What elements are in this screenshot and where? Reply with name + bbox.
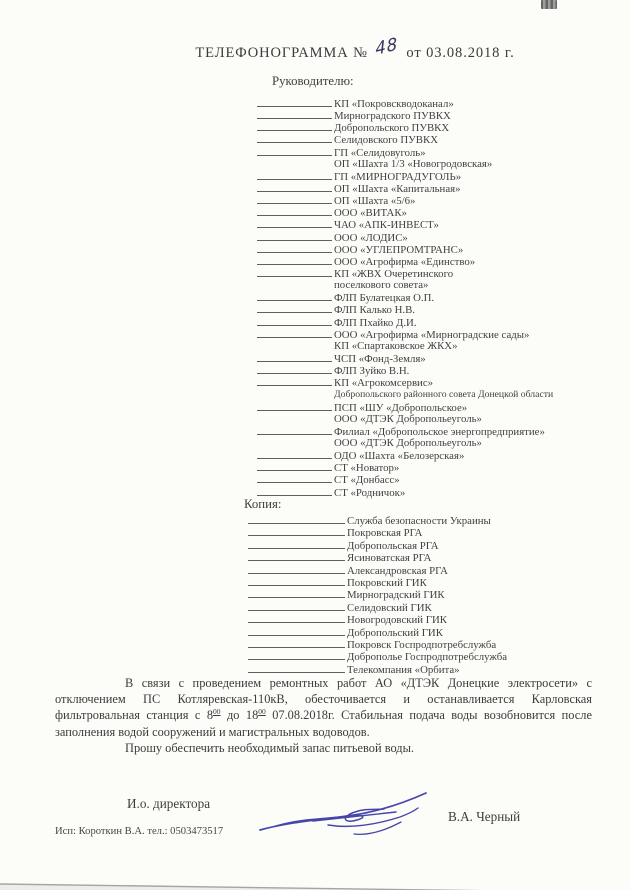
scan-page-edge bbox=[0, 878, 630, 890]
copy-recipient-name: Покровская РГА bbox=[347, 527, 423, 540]
copy-row bbox=[248, 649, 508, 664]
blank-underscore-line bbox=[257, 424, 332, 435]
recipient-name: ООО «УГЛЕПРОМТРАНС» bbox=[334, 243, 464, 256]
recipient-name: КП «Агрокомсервис» bbox=[334, 377, 434, 390]
blank-underscore-line bbox=[257, 278, 332, 288]
blank-underscore-line bbox=[248, 525, 345, 536]
scanner-artifact-mark bbox=[541, 0, 557, 9]
copy-row bbox=[248, 625, 507, 637]
blank-underscore-line bbox=[248, 662, 345, 673]
body-paragraph-1 bbox=[55, 675, 592, 740]
recipient-name: Селидовского ПУВКХ bbox=[334, 134, 439, 147]
copy-recipient-name: Доброполье Госпродпотребслужба bbox=[347, 651, 508, 664]
recipient-row bbox=[257, 230, 553, 242]
recipient-name: Филиал «Добропольское энергопредприятие» bbox=[334, 425, 545, 438]
blank-underscore-line bbox=[257, 412, 332, 422]
recipient-row bbox=[257, 448, 553, 463]
blank-underscore-line bbox=[257, 132, 332, 143]
signatory-name: В.А. Черный bbox=[448, 809, 521, 824]
recipient-row bbox=[257, 290, 553, 305]
blank-underscore-line bbox=[257, 169, 332, 180]
recipient-name: ООО «ДТЭК Добропольеуголь» bbox=[334, 436, 482, 449]
copy-row bbox=[248, 538, 507, 550]
copy-row bbox=[248, 550, 507, 565]
blank-underscore-line bbox=[257, 351, 332, 362]
title-suffix: от 03.08.2018 г. bbox=[406, 45, 515, 61]
recipient-name: КП «Покровскводоканал» bbox=[334, 98, 454, 110]
superscript-time: 00 bbox=[258, 707, 266, 717]
document-title bbox=[80, 34, 630, 62]
blank-underscore-line bbox=[257, 193, 332, 204]
copy-row bbox=[248, 662, 507, 674]
recipient-row bbox=[257, 327, 553, 339]
recipient-name: ЧСП «Фонд-Земля» bbox=[334, 352, 426, 365]
blank-underscore-line bbox=[257, 327, 332, 338]
title-prefix: ТЕЛЕФОНОГРАММА № bbox=[195, 45, 368, 61]
recipient-row bbox=[257, 205, 553, 220]
blank-underscore-line bbox=[257, 145, 332, 156]
copy-recipient-name: Служба безопасности Украины bbox=[347, 515, 491, 527]
signatory-position: И.о. директора bbox=[127, 796, 211, 811]
recipient-name: ГП «МИРНОГРАДУГОЛЬ» bbox=[334, 170, 462, 183]
blank-underscore-line bbox=[257, 120, 332, 131]
recipient-row bbox=[257, 157, 553, 169]
copy-row bbox=[248, 637, 507, 649]
recipient-row bbox=[257, 278, 553, 290]
blank-underscore-line bbox=[257, 205, 332, 216]
recipient-row bbox=[257, 108, 553, 123]
recipient-name: Добропольского районного совета Донецкой области bbox=[334, 389, 554, 401]
blank-underscore-line bbox=[257, 339, 332, 349]
copy-row bbox=[248, 563, 507, 575]
executor-line: Исп: Короткин В.А. тел.: 0503473517 bbox=[55, 826, 224, 837]
recipient-row bbox=[257, 254, 553, 266]
blank-underscore-line bbox=[248, 625, 345, 636]
blank-underscore-line bbox=[257, 290, 332, 301]
recipient-name: ФЛП Зуйко В.Н. bbox=[334, 365, 410, 378]
signature-scribble-icon bbox=[258, 790, 443, 840]
recipient-row bbox=[257, 132, 553, 147]
recipient-row bbox=[257, 387, 553, 399]
body-paragraph-2: Прошу обеспечить необходимый запас питьевой воды. bbox=[125, 740, 415, 755]
recipient-row bbox=[257, 181, 553, 193]
blank-underscore-line bbox=[257, 254, 332, 265]
blank-underscore-line bbox=[257, 363, 332, 374]
recipient-row bbox=[257, 120, 553, 135]
blank-underscore-line bbox=[248, 649, 345, 660]
recipient-row bbox=[257, 242, 553, 254]
recipient-row bbox=[257, 363, 553, 378]
recipient-row bbox=[257, 412, 553, 424]
recipient-row bbox=[257, 315, 553, 327]
recipient-name: ООО «ЛОДИС» bbox=[334, 231, 408, 244]
recipient-row bbox=[257, 375, 553, 390]
copy-recipient-name: Телекомпания «Орбита» bbox=[347, 663, 460, 676]
blank-underscore-line bbox=[248, 575, 345, 586]
recipient-name: ЧАО «АПК-ИНВЕСТ» bbox=[334, 219, 439, 232]
blank-underscore-line bbox=[248, 600, 345, 611]
recipient-name: ОДО «Шахта «Белозерская» bbox=[334, 450, 465, 463]
recipient-name: Мирноградского ПУВКХ bbox=[334, 110, 451, 123]
body-text-segment: В связи с проведением ремонтных работ АО «ДТЭК Донецкие электросети» с отключением ПС Котляревская-110кВ, обесточивается и останавливается Карловская фильтровальная станция с 8 bbox=[55, 676, 592, 723]
recipient-name: СТ «Родничок» bbox=[334, 486, 406, 499]
copy-recipient-name: Добропольский ГИК bbox=[347, 626, 443, 639]
blank-underscore-line bbox=[257, 315, 332, 326]
superscript-time: 00 bbox=[213, 707, 221, 717]
body-text-segment: 07.08.2018г. Стабильная подача воды возобновится после заполнения водой сооружений и магистральных водоводов. bbox=[55, 708, 592, 739]
recipient-row bbox=[257, 485, 553, 497]
recipient-name: КП «Спартаковское ЖКХ» bbox=[334, 339, 458, 352]
copy-recipient-name: Покровск Госпродпотребслужба bbox=[347, 638, 497, 651]
copy-row bbox=[248, 575, 507, 587]
copy-row bbox=[248, 513, 507, 525]
handwritten-number: 48 bbox=[375, 34, 400, 60]
blank-underscore-line bbox=[248, 612, 345, 623]
blank-underscore-line bbox=[248, 513, 345, 524]
copy-recipient-name: Ясиноватская РГА bbox=[347, 552, 432, 565]
blank-underscore-line bbox=[248, 538, 345, 549]
recipient-row bbox=[257, 193, 553, 208]
recipients-list bbox=[257, 96, 553, 497]
recipient-name: СТ «Новатор» bbox=[334, 462, 400, 475]
recipient-name: ФЛП Булатецкая О.П. bbox=[334, 292, 435, 305]
blank-underscore-line bbox=[257, 387, 332, 397]
recipient-row bbox=[257, 400, 553, 412]
copy-row bbox=[248, 600, 507, 612]
copy-recipient-name: Александровская РГА bbox=[347, 564, 448, 577]
blank-underscore-line bbox=[257, 302, 332, 313]
copy-recipient-name: Добропольская РГА bbox=[347, 539, 439, 552]
recipient-name: ФЛП Пхайко Д.И. bbox=[334, 316, 417, 329]
copy-row bbox=[248, 612, 507, 627]
blank-underscore-line bbox=[248, 637, 345, 648]
blank-underscore-line bbox=[257, 96, 332, 107]
recipient-name: ООО «ВИТАК» bbox=[334, 207, 407, 220]
copy-row bbox=[248, 525, 507, 540]
blank-underscore-line bbox=[257, 400, 332, 411]
blank-underscore-line bbox=[257, 436, 332, 446]
recipient-label: Руководителю: bbox=[272, 74, 354, 88]
recipient-row bbox=[257, 266, 553, 278]
blank-underscore-line bbox=[248, 563, 345, 574]
blank-underscore-line bbox=[257, 485, 332, 496]
copy-recipient-name: Мирноградский ГИК bbox=[347, 589, 445, 602]
blank-underscore-line bbox=[257, 242, 332, 253]
blank-underscore-line bbox=[257, 375, 332, 386]
recipient-name: ГП «Селидовуголь» bbox=[334, 146, 426, 159]
blank-underscore-line bbox=[257, 217, 332, 228]
recipient-row bbox=[257, 351, 553, 363]
blank-underscore-line bbox=[257, 266, 332, 277]
copy-label: Копия: bbox=[244, 497, 282, 511]
recipient-row bbox=[257, 472, 553, 487]
recipient-name: поселкового совета» bbox=[334, 279, 429, 292]
recipient-row bbox=[257, 424, 553, 436]
blank-underscore-line bbox=[257, 108, 332, 119]
blank-underscore-line bbox=[257, 230, 332, 241]
body-text bbox=[55, 675, 592, 756]
recipient-name: ОП «Шахта «Капитальная» bbox=[334, 182, 461, 195]
recipient-name: ФЛП Калько Н.В. bbox=[334, 304, 415, 317]
blank-underscore-line bbox=[257, 181, 332, 192]
blank-underscore-line bbox=[257, 460, 332, 471]
recipient-row bbox=[257, 96, 553, 108]
copy-recipient-name: Селидовский ГИК bbox=[347, 601, 432, 614]
blank-underscore-line bbox=[257, 157, 332, 167]
recipient-name: ООО «Агрофирма «Мирноградские сады» bbox=[334, 328, 530, 341]
recipient-row bbox=[257, 302, 553, 317]
blank-underscore-line bbox=[257, 448, 332, 459]
recipient-name: ОП «Шахта 1/3 «Новогродовская» bbox=[334, 157, 493, 170]
recipient-name: СТ «Донбасс» bbox=[334, 474, 400, 487]
recipient-name: ООО «Агрофирма «Единство» bbox=[334, 255, 476, 268]
recipient-row bbox=[257, 169, 553, 181]
copy-row bbox=[248, 587, 507, 602]
recipient-name: ПСП «ШУ «Добропольское» bbox=[334, 401, 468, 414]
recipient-name: КП «ЖВХ Очеретинского bbox=[334, 267, 454, 280]
copies-list bbox=[248, 513, 507, 674]
recipient-name: ООО «ДТЭК Добропольеуголь» bbox=[334, 412, 482, 425]
body-text-segment: до 18 bbox=[220, 708, 259, 723]
blank-underscore-line bbox=[248, 587, 345, 598]
recipient-row bbox=[257, 145, 553, 157]
blank-underscore-line bbox=[257, 472, 332, 483]
recipient-row bbox=[257, 217, 553, 232]
recipient-name: Добропольского ПУВКХ bbox=[334, 122, 450, 135]
copy-recipient-name: Новогродовский ГИК bbox=[347, 614, 447, 627]
recipient-name: ОП «Шахта «5/6» bbox=[334, 195, 416, 208]
blank-underscore-line bbox=[248, 550, 345, 561]
copy-recipient-name: Покровский ГИК bbox=[347, 576, 427, 589]
